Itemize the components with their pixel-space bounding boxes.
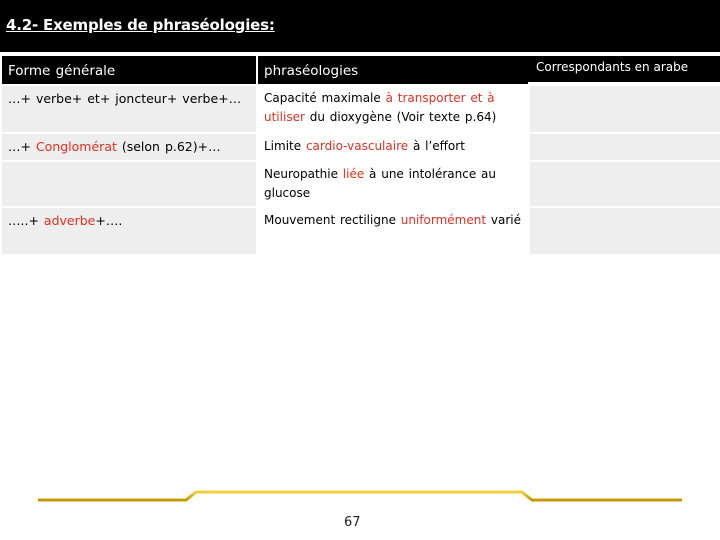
text-segment: à une intolérance au glucose bbox=[264, 167, 496, 200]
text-segment: à l’effort bbox=[408, 139, 465, 153]
highlighted-term: cardio-vasculaire bbox=[305, 139, 409, 153]
text-segment: Capacité maximale bbox=[264, 91, 386, 105]
table-row bbox=[1, 161, 720, 207]
table-row bbox=[1, 85, 720, 133]
text-segment: varié bbox=[486, 213, 521, 227]
text-segment: …+ bbox=[8, 139, 36, 154]
title-bar bbox=[0, 0, 720, 52]
row3-forme bbox=[1, 161, 257, 207]
text-segment: Mouvement rectiligne bbox=[264, 213, 401, 227]
table-row bbox=[1, 133, 720, 161]
row4-arabe bbox=[529, 207, 720, 255]
page-title: 4.2- Exemples de phraséologies: bbox=[6, 16, 275, 34]
page-number: 67 bbox=[344, 515, 361, 530]
row3-phraseologie bbox=[257, 161, 529, 207]
text-segment: Neuropathie bbox=[264, 167, 343, 181]
highlighted-term: uniformément bbox=[400, 213, 487, 227]
text-segment: +…. bbox=[95, 213, 123, 228]
highlighted-term: Conglomérat bbox=[35, 139, 117, 154]
footer-decorative-line bbox=[0, 480, 720, 520]
row3-arabe bbox=[529, 161, 720, 207]
text-segment: Limite bbox=[264, 139, 306, 153]
highlighted-term: liée bbox=[342, 167, 365, 181]
table-row bbox=[1, 207, 720, 255]
header-forme-generale: Forme générale bbox=[1, 55, 257, 85]
header-phraseologies: phraséologies bbox=[257, 55, 529, 85]
highlighted-term: adverbe bbox=[43, 213, 96, 228]
row4-phraseologie bbox=[257, 207, 529, 255]
header-correspondants-en-arabe: Correspondants en arabe bbox=[528, 56, 720, 82]
row2-arabe bbox=[529, 133, 720, 161]
row4-forme bbox=[1, 207, 257, 255]
row2-forme bbox=[1, 133, 257, 161]
row2-phraseologie bbox=[257, 133, 529, 161]
phraseology-table bbox=[0, 54, 720, 256]
highlighted-term: à transporter et à utiliser bbox=[264, 91, 495, 124]
row1-forme: …+ verbe+ et+ joncteur+ verbe+… bbox=[1, 85, 257, 133]
row1-phraseologie bbox=[257, 85, 529, 133]
text-segment: …..+ bbox=[8, 213, 44, 228]
text-segment: du dioxygène (Voir texte p.64) bbox=[304, 110, 497, 124]
text-segment: (selon p.62)+… bbox=[116, 139, 221, 154]
row1-arabe bbox=[529, 85, 720, 133]
footer-gold-band bbox=[38, 492, 682, 500]
